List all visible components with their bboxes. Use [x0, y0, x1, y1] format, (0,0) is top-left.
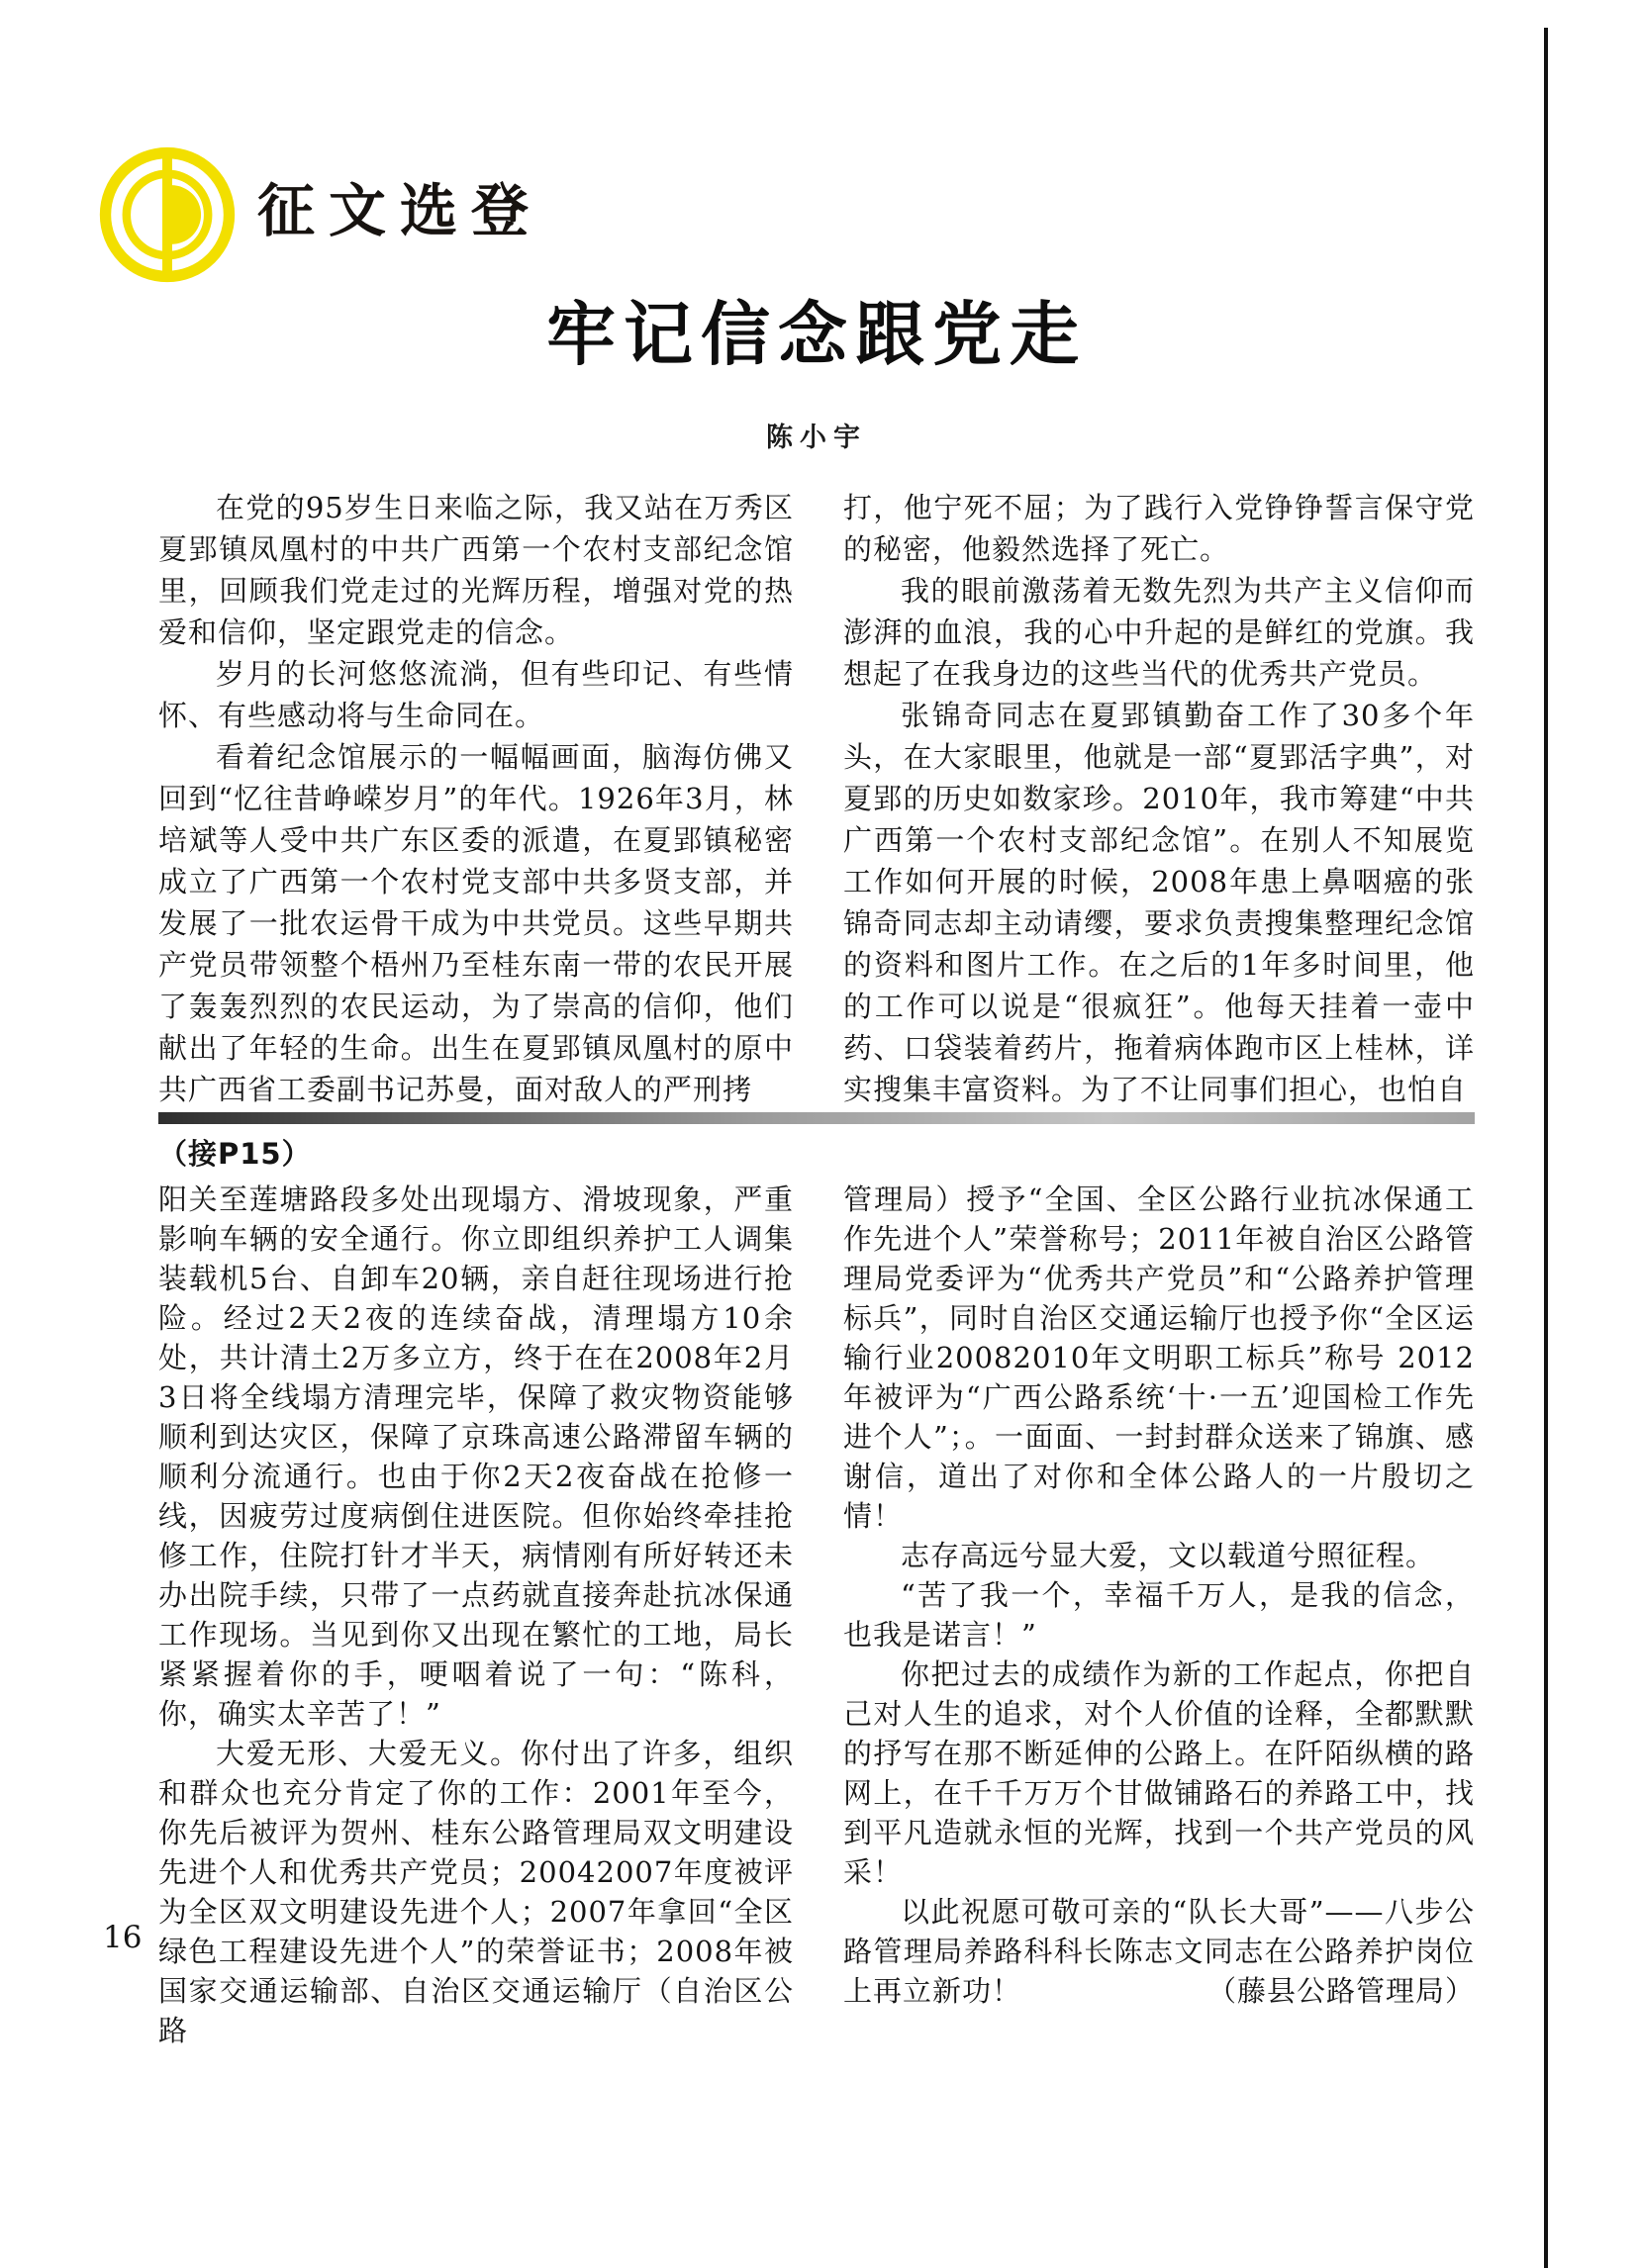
paragraph: 管理局）授予“全国、全区公路行业抗冰保通工作先进个人”荣誉称号；2011年被自治区公路管理局党委评为“优秀共产党员”和“公路养护管理标兵”，同时自治区交通运输厅也授予你“全区运输行业20082010年文明职工标兵”称号 2012年被评为“广西公路系统‘十·一五’迎国检工作先进个人”；。一面面、一封封群众送来了锦旗、感谢信，道出了对你和全体公路人的一片殷切之情！ [843, 1182, 1475, 1533]
article-column-right [843, 487, 1475, 1112]
paragraph: 我的眼前激荡着无数先烈为共产主义信仰而澎湃的血浪，我的心中升起的是鲜红的党旗。我想起了在我身边的这些当代的优秀共产党员。 [843, 574, 1475, 691]
paragraph: “苦了我一个，幸福千万人，是我的信念，也我是诺言！” [843, 1578, 1475, 1652]
paragraph: 阳关至莲塘路段多处出现塌方、滑坡现象，严重影响车辆的安全通行。你立即组织养护工人调集装载机5台、自卸车20辆，亲自赶往现场进行抢险。经过2天2夜的连续奋战，清理塌方10余处，共计清土2万多立方，终于在在2008年2月3日将全线塌方清理完毕，保障了救灾物资能够顺利到达灾区，保障了京珠高速公路滞留车辆的顺利分流通行。也由于你2天2夜奋战在抢修一线，因疲劳过度病倒住进医院。但你始终牵挂抢修工作，住院打针才半天，病情刚有所好转还未办出院手续，只带了一点药就直接奔赴抗冰保通工作现场。当见到你又出现在繁忙的工地，局长紧紧握着你的手，哽咽着说了一句：“陈科，你，确实太辛苦了！” [158, 1182, 794, 1731]
paragraph: 志存高远兮显大爱，文以载道兮照征程。 [901, 1539, 1436, 1572]
attribution: （藤县公路管理局） [1206, 1974, 1475, 2008]
section-divider-bar [158, 1112, 1475, 1124]
paragraph: 在党的95岁生日来临之际，我又站在万秀区夏郢镇凤凰村的中共广西第一个农村支部纪念馆里，回顾我们党走过的光辉历程，增强对党的热爱和信仰，坚定跟党走的信念。 [158, 491, 794, 649]
article-column-left [158, 487, 794, 1112]
continuation-column-right [843, 1180, 1475, 2011]
union-emblem-logo [97, 144, 238, 285]
continuation-column-left [158, 1180, 794, 2050]
paragraph: 张锦奇同志在夏郢镇勤奋工作了30多个年头，在大家眼里，他就是一部“夏郢活字典”，对夏郢的历史如数家珍。2010年，我市筹建“中共广西第一个农村支部纪念馆”。在别人不知展览工作如何开展的时候，2008年患上鼻咽癌的张锦奇同志却主动请缨，要求负责搜集整理纪念馆的资料和图片工作。在之后的1年多时间里，他的工作可以说是“很疯狂”。他每天挂着一壶中药、口袋装着药片，拖着病体跑市区上桂林，详实搜集丰富资料。为了不让同事们担心，也怕自 [843, 699, 1475, 1106]
union-emblem-icon [97, 144, 238, 285]
paragraph: 看着纪念馆展示的一幅幅画面，脑海仿佛又回到“忆往昔峥嵘岁月”的年代。1926年3月，林培斌等人受中共广东区委的派遣，在夏郢镇秘密成立了广西第一个农村党支部中共多贤支部，并发展了一批农运骨干成为中共党员。这些早期共产党员带领整个梧州乃至桂东南一带的农民开展了轰轰烈烈的农民运动，为了崇高的信仰，他们献出了年轻的生命。出生在夏郢镇凤凰村的原中共广西省工委副书记苏曼，面对敌人的严刑拷 [158, 740, 794, 1106]
paragraph: 以此祝愿可敬可亲的“队长大哥”——八步公路管理局养路科科长陈志文同志在公路养护岗位上再立新功！ （藤县公路管理局） [843, 1892, 1475, 2011]
column-header-label: 征文选登 [257, 177, 543, 244]
continued-from-marker: （接P15） [158, 1137, 312, 1171]
article-author: 陈小宇 [766, 423, 867, 453]
right-edge-rule [1544, 28, 1548, 2268]
paragraph: 大爱无形、大爱无义。你付出了许多，组织和群众也充分肯定了你的工作：2001年至今，你先后被评为贺州、桂东公路管理局双文明建设先进个人和优秀共产党员；20042007年度被评为全区双文明建设先进个人；2007年拿回“全区绿色工程建设先进个人”的荣誉证书；2008年被国家交通运输部、自治区交通运输厅（自治区公路 [158, 1737, 794, 2047]
page-number: 16 [103, 1920, 143, 1955]
paragraph: 打，他宁死不屈；为了践行入党铮铮誓言保守党的秘密，他毅然选择了死亡。 [843, 491, 1475, 566]
article-title: 牢记信念跟党走 [546, 293, 1087, 375]
paragraph: 岁月的长河悠悠流淌，但有些印记、有些情怀、有些感动将与生命同在。 [158, 657, 794, 732]
paragraph: 你把过去的成绩作为新的工作起点，你把自己对人生的追求，对个人价值的诠释，全都默默的抒写在那不断延伸的公路上。在阡陌纵横的路网上，在千千万万个甘做铺路石的养路工中，找到平凡造就永恒的光辉，找到一个共产党员的风采！ [843, 1657, 1475, 1889]
